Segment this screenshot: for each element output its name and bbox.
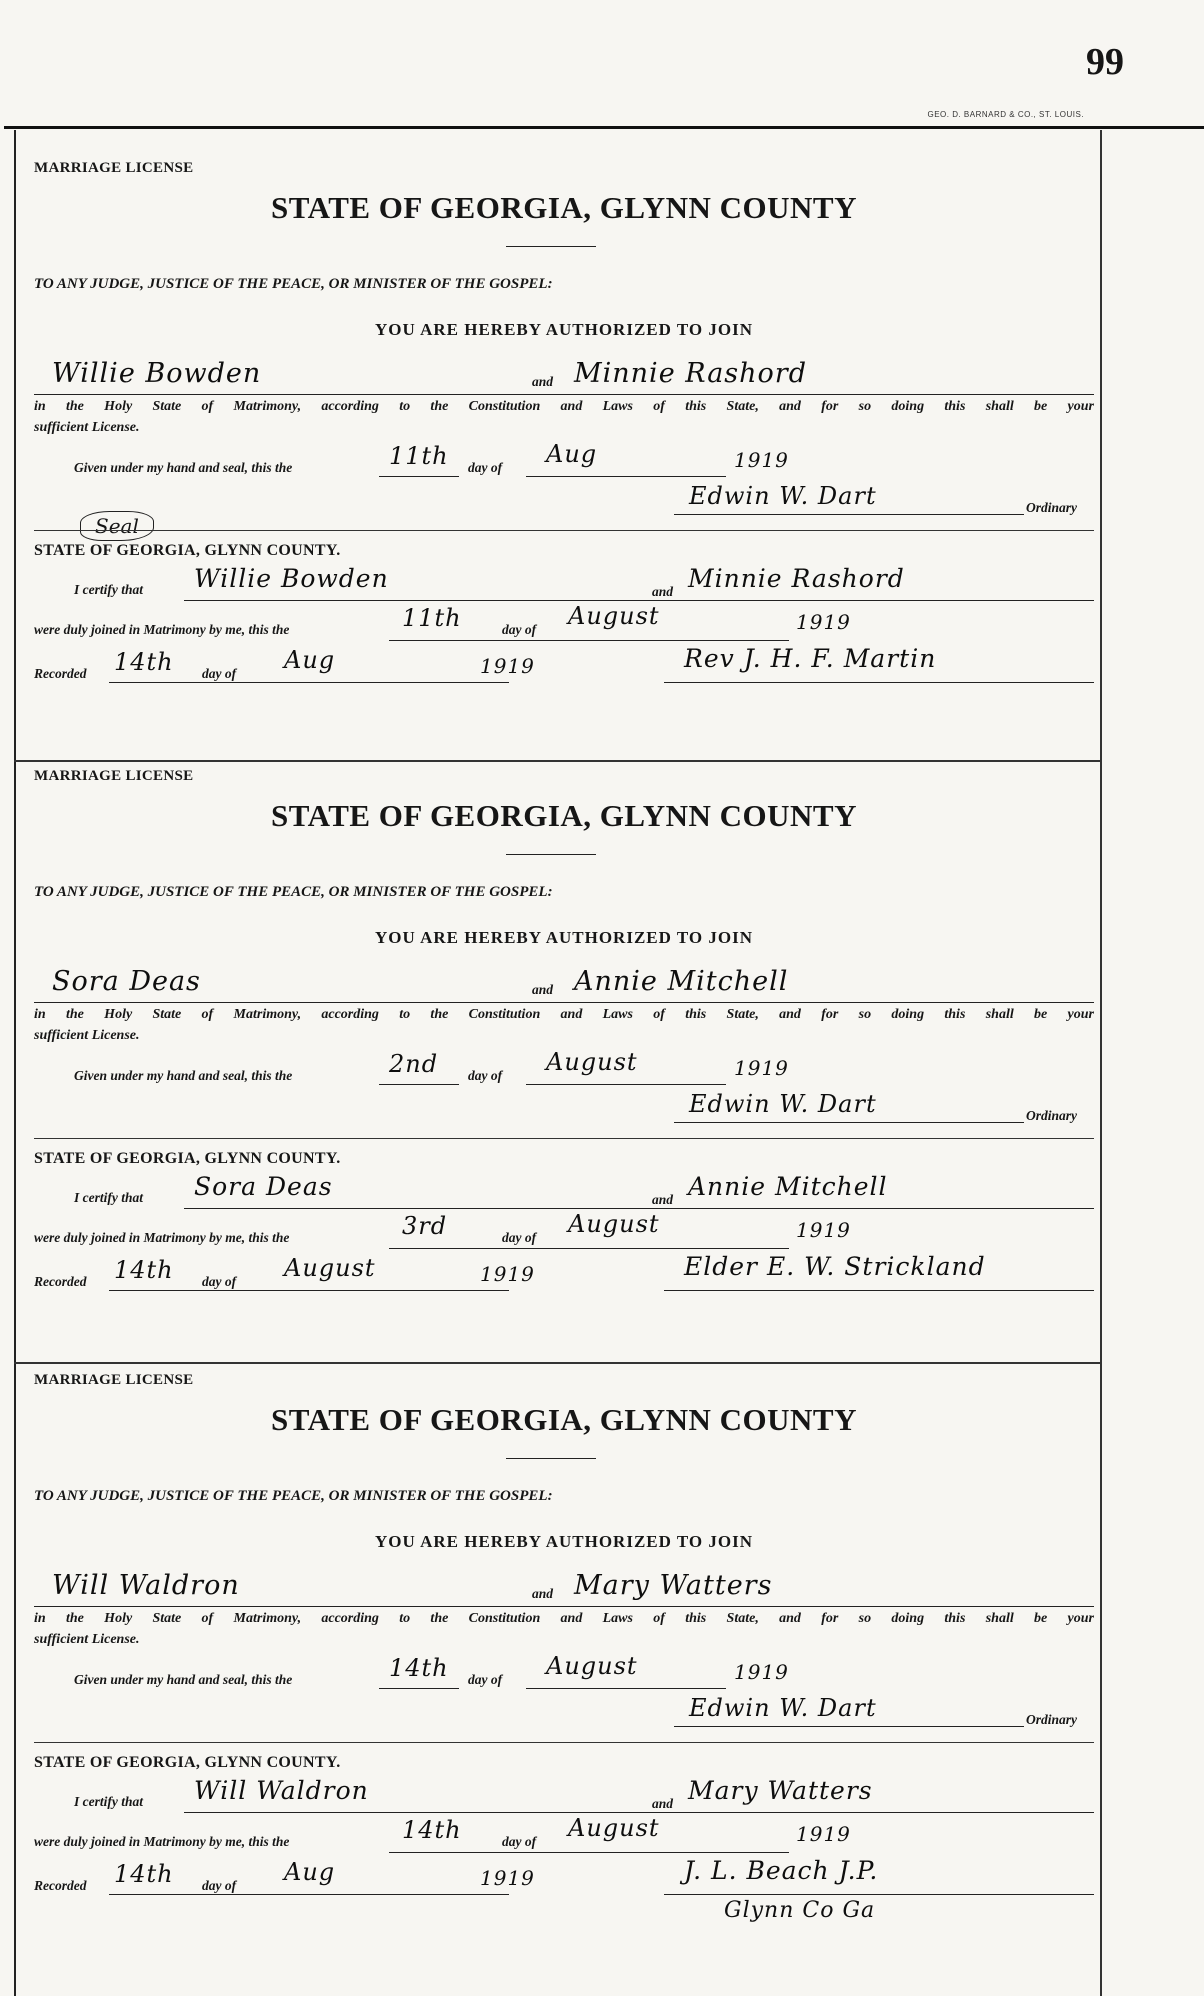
- and-label: and: [532, 374, 554, 389]
- joined-month: August: [568, 1814, 660, 1842]
- officiant-signature: Elder E. W. Strickland: [684, 1252, 986, 1281]
- officiant-signature: J. L. Beach J.P.: [684, 1856, 879, 1885]
- statute-text-2: sufficient License.: [34, 1632, 140, 1647]
- given-month-line: [526, 1688, 726, 1689]
- authorization-line: YOU ARE HEREBY AUTHORIZED TO JOIN: [375, 1532, 753, 1551]
- certified-groom: Will Waldron: [194, 1776, 369, 1805]
- top-rule: [4, 126, 1204, 129]
- authorization-line: YOU ARE HEREBY AUTHORIZED TO JOIN: [375, 320, 753, 339]
- bride-name: Mary Watters: [574, 1570, 773, 1601]
- names-line: [34, 1606, 1094, 1607]
- recorded-label: Recorded: [34, 1878, 87, 1893]
- recorded-month: Aug: [284, 1858, 336, 1886]
- recorded-line: [109, 1290, 509, 1291]
- certify-line: [184, 1812, 1094, 1813]
- addressee-line: TO ANY JUDGE, JUSTICE OF THE PEACE, OR MINISTER OF THE GOSPEL:: [34, 1488, 553, 1504]
- title-rule: [506, 1458, 596, 1459]
- given-year: 1919: [734, 1660, 789, 1684]
- recorded-month: Aug: [284, 646, 336, 674]
- names-line: [34, 1002, 1094, 1003]
- and-label: and: [652, 1192, 674, 1207]
- given-day: 14th: [389, 1654, 449, 1682]
- recorded-year: 1919: [480, 654, 535, 678]
- statute-text: in the Holy State of Matrimony, according to the Constitution and Laws of this State, and for so doing this shall be your: [34, 1611, 1094, 1626]
- recorded-day: 14th: [114, 1860, 174, 1888]
- given-label: Given under my hand and seal, this the: [74, 1068, 293, 1083]
- ordinary-label: Ordinary: [1026, 500, 1078, 515]
- section-separator: [34, 1138, 1094, 1139]
- recorded-month: August: [284, 1254, 376, 1282]
- certificate-title: STATE OF GEORGIA, GLYNN COUNTY.: [34, 1150, 341, 1167]
- bride-name: Annie Mitchell: [574, 966, 789, 997]
- page-number: 99: [1086, 41, 1124, 83]
- seal-mark: Seal: [80, 511, 154, 541]
- certify-label: I certify that: [74, 1190, 143, 1205]
- and-label: and: [532, 1586, 554, 1601]
- addressee-line: TO ANY JUDGE, JUSTICE OF THE PEACE, OR MINISTER OF THE GOSPEL:: [34, 276, 553, 292]
- joined-year: 1919: [796, 1822, 851, 1846]
- and-label: and: [652, 1796, 674, 1811]
- license-heading: MARRIAGE LICENSE: [34, 1372, 194, 1388]
- day-of-label: day of: [202, 666, 237, 681]
- left-margin-rule: [14, 130, 16, 1996]
- printer-mark: GEO. D. BARNARD & CO., ST. LOUIS.: [927, 110, 1084, 119]
- statute-text: in the Holy State of Matrimony, according to the Constitution and Laws of this State, and for so doing this shall be your: [34, 399, 1094, 414]
- groom-name: Will Waldron: [52, 1570, 240, 1601]
- joined-line: [389, 640, 789, 641]
- given-day: 2nd: [389, 1050, 439, 1078]
- certified-bride: Annie Mitchell: [688, 1172, 888, 1201]
- given-month: Aug: [546, 440, 598, 468]
- day-of-label: day of: [202, 1878, 237, 1893]
- joined-day: 11th: [402, 604, 462, 632]
- license-heading: MARRIAGE LICENSE: [34, 768, 194, 784]
- title-rule: [506, 246, 596, 247]
- license-heading: MARRIAGE LICENSE: [34, 160, 194, 176]
- officiant-signature: Rev J. H. F. Martin: [684, 644, 937, 673]
- given-day: 11th: [389, 442, 449, 470]
- statute-text: in the Holy State of Matrimony, according to the Constitution and Laws of this State, and for so doing this shall be your: [34, 1007, 1094, 1022]
- state-title: STATE OF GEORGIA, GLYNN COUNTY: [270, 190, 857, 225]
- day-of-label: day of: [468, 1672, 503, 1687]
- certificate-divider: [14, 1362, 1100, 1364]
- ordinary-line: [674, 1122, 1024, 1123]
- given-day-line: [379, 476, 459, 477]
- certified-bride: Mary Watters: [688, 1776, 873, 1805]
- authorization-line: YOU ARE HEREBY AUTHORIZED TO JOIN: [375, 928, 753, 947]
- officiant-signature-line2: Glynn Co Ga: [724, 1898, 876, 1923]
- certify-label: I certify that: [74, 1794, 143, 1809]
- day-of-label: day of: [468, 1068, 503, 1083]
- joined-label: were duly joined in Matrimony by me, this the: [34, 1834, 290, 1849]
- certificate-title: STATE OF GEORGIA, GLYNN COUNTY.: [34, 1754, 341, 1771]
- day-of-label: day of: [502, 622, 537, 637]
- day-of-label: day of: [202, 1274, 237, 1289]
- groom-name: Willie Bowden: [52, 358, 262, 389]
- ordinary-signature: Edwin W. Dart: [689, 1694, 877, 1722]
- certified-groom: Willie Bowden: [194, 564, 389, 593]
- joined-line: [389, 1852, 789, 1853]
- certified-bride: Minnie Rashord: [688, 564, 905, 593]
- title-rule: [506, 854, 596, 855]
- ordinary-signature: Edwin W. Dart: [689, 482, 877, 510]
- given-month: August: [546, 1048, 638, 1076]
- ordinary-label: Ordinary: [1026, 1108, 1078, 1123]
- statute-text-2: sufficient License.: [34, 1028, 140, 1043]
- recorded-year: 1919: [480, 1262, 535, 1286]
- statute-text-2: sufficient License.: [34, 420, 140, 435]
- given-label: Given under my hand and seal, this the: [74, 1672, 293, 1687]
- recorded-line: [109, 1894, 509, 1895]
- groom-name: Sora Deas: [52, 966, 201, 997]
- given-day-line: [379, 1084, 459, 1085]
- given-year: 1919: [734, 1056, 789, 1080]
- joined-year: 1919: [796, 610, 851, 634]
- given-month: August: [546, 1652, 638, 1680]
- given-day-line: [379, 1688, 459, 1689]
- bride-name: Minnie Rashord: [574, 358, 807, 389]
- names-line: [34, 394, 1094, 395]
- recorded-year: 1919: [480, 1866, 535, 1890]
- certified-groom: Sora Deas: [194, 1172, 333, 1201]
- section-separator: [34, 530, 1094, 531]
- given-label: Given under my hand and seal, this the: [74, 460, 293, 475]
- joined-label: were duly joined in Matrimony by me, this the: [34, 622, 290, 637]
- ordinary-label: Ordinary: [1026, 1712, 1078, 1727]
- recorded-day: 14th: [114, 648, 174, 676]
- section-separator: [34, 1742, 1094, 1743]
- ordinary-line: [674, 1726, 1024, 1727]
- certificate-title: STATE OF GEORGIA, GLYNN COUNTY.: [34, 542, 341, 559]
- certificate-divider: [14, 760, 1100, 762]
- recorded-label: Recorded: [34, 666, 87, 681]
- recorded-label: Recorded: [34, 1274, 87, 1289]
- recorded-line: [109, 682, 509, 683]
- joined-day: 3rd: [402, 1212, 448, 1240]
- and-label: and: [652, 584, 674, 599]
- day-of-label: day of: [502, 1230, 537, 1245]
- recorded-day: 14th: [114, 1256, 174, 1284]
- given-month-line: [526, 1084, 726, 1085]
- joined-day: 14th: [402, 1816, 462, 1844]
- and-label: and: [532, 982, 554, 997]
- day-of-label: day of: [468, 460, 503, 475]
- officiant-line: [664, 682, 1094, 683]
- officiant-line: [664, 1894, 1094, 1895]
- state-title: STATE OF GEORGIA, GLYNN COUNTY: [270, 1402, 857, 1437]
- joined-month: August: [568, 602, 660, 630]
- state-title: STATE OF GEORGIA, GLYNN COUNTY: [270, 798, 857, 833]
- joined-month: August: [568, 1210, 660, 1238]
- certify-label: I certify that: [74, 582, 143, 597]
- certify-line: [184, 600, 1094, 601]
- certify-line: [184, 1208, 1094, 1209]
- addressee-line: TO ANY JUDGE, JUSTICE OF THE PEACE, OR MINISTER OF THE GOSPEL:: [34, 884, 553, 900]
- officiant-line: [664, 1290, 1094, 1291]
- given-year: 1919: [734, 448, 789, 472]
- joined-line: [389, 1248, 789, 1249]
- ordinary-line: [674, 514, 1024, 515]
- right-margin-rule: [1100, 130, 1102, 1996]
- day-of-label: day of: [502, 1834, 537, 1849]
- given-month-line: [526, 476, 726, 477]
- joined-year: 1919: [796, 1218, 851, 1242]
- ordinary-signature: Edwin W. Dart: [689, 1090, 877, 1118]
- joined-label: were duly joined in Matrimony by me, this the: [34, 1230, 290, 1245]
